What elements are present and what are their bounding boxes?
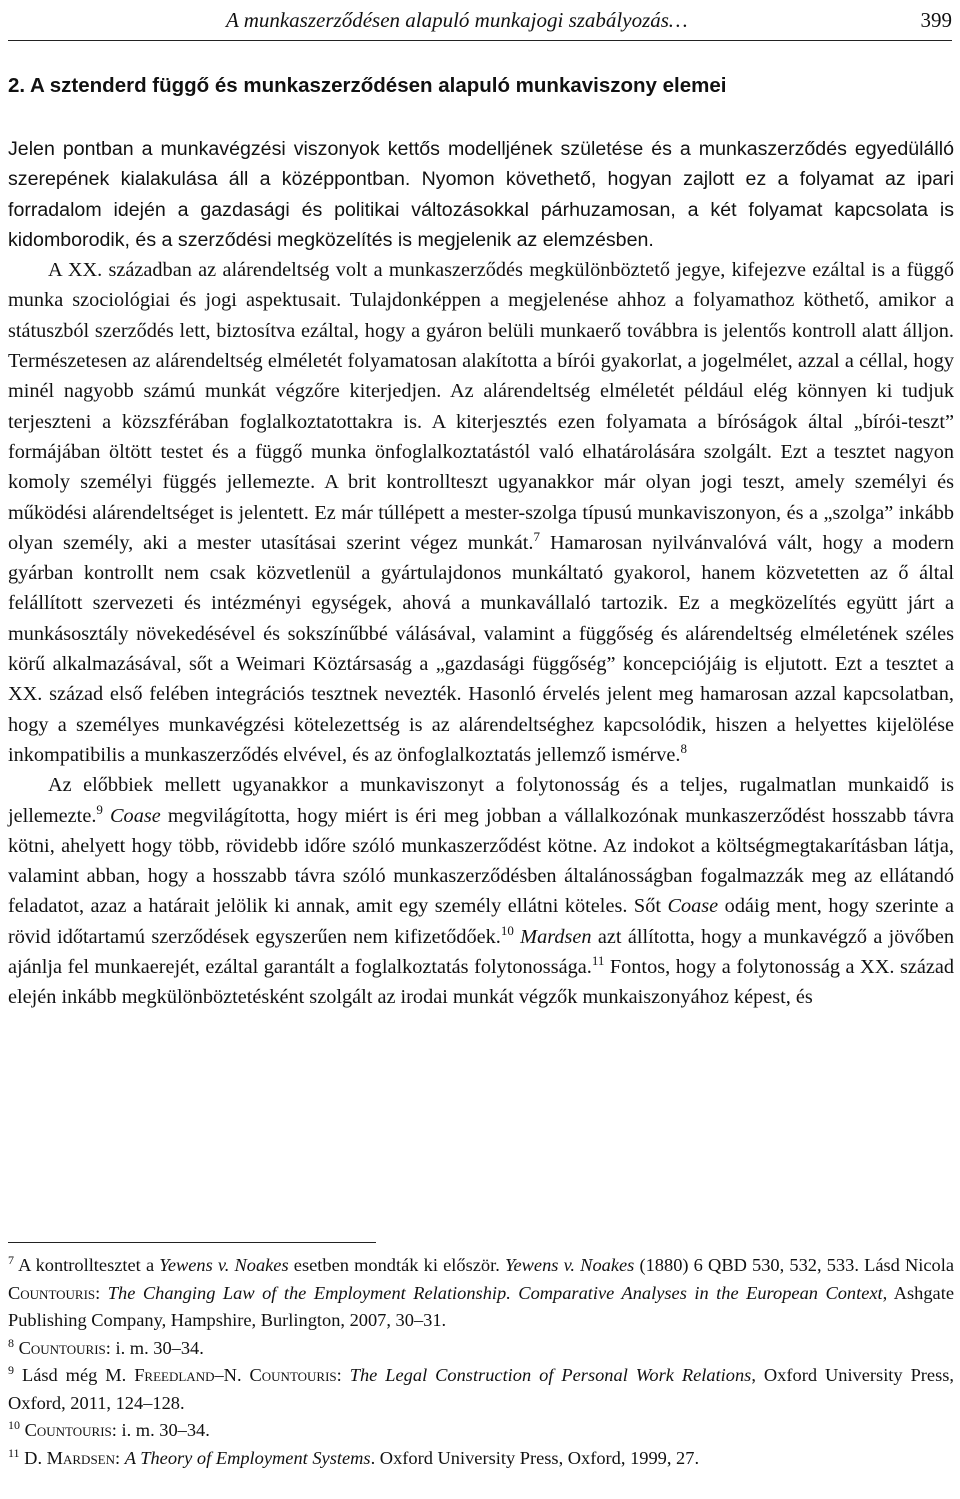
footnote-ref: 11 [591, 953, 605, 969]
footnote-7: $^7$ A kontrolltesztet a Yewens v. Noakes esetben mondták ki először. Yewens v. Noakes (1880) 6 QBD 530, 532, 533. Lásd Nicola Countouris: The Changing Law of the Employment Relationship. Comparative Analyses in the European Context, Ashgate Publishing Company, Hampshire, Burlington, 2007, 30–31. [8, 1252, 955, 1330]
footnote-ref: 7 [533, 529, 540, 545]
footnote-ref: 8 [680, 741, 687, 757]
running-header-title: A munkaszerződésen alapuló munkajogi szabályozás… [226, 7, 688, 32]
footnote-separator [8, 1242, 376, 1243]
footnote-9: $^9$ Lásd még M. Freedland–N. Countouris: The Legal Construction of Personal Work Relations, Oxford University Press, Oxford, 2011, 124–128. [8, 1362, 954, 1413]
paragraph: Jelen pontban a munkavégzési viszonyok kettős modelljének születése és a munkaszerződés egyedülálló szerepének kialakulása áll a középpontban. Nyomon követhető, hogyan zajlott ez a folyamat az ipari forradalom idején a gazdasági és politikai változásokkal párhuzamosan, a két folyamat kapcsolata is kidomborodik, és a szerződési megközelítés is megjelenik az elemzésben. [8, 138, 954, 251]
footnote-10: $^{10}$ Countouris: i. m. 30–34. [8, 1417, 210, 1440]
section-heading: 2. A sztenderd függő és munkaszerződésen alapuló munkaviszony elemei [8, 74, 727, 97]
body-text [8, 134, 954, 1013]
footnote-ref: 10 [500, 922, 514, 938]
running-header [8, 0, 952, 41]
paragraph: Az előbbiek mellett ugyanakkor a munkaviszonyt a folytonosság és a teljes, rugalmatlan munkaidő is jellemezte.$^9$ Coase megvilágította, hogy miért is éri meg jobban a vállalkozónak munkaszerződést hosszabb távra kötni, ahelyett hogy több, rövidebb időre szóló munkaszerződést kötne. Az indokot a költségmegtakarításban látja, valamint abban, hogy a hosszabb távra szóló munkaszerződésben általánosságban fogalmazzák meg az ellátandó feladatot, azaz a határait jelölik ki annak, amit egy személy ellátni köteles. Sőt Coase odáig ment, hogy szerinte a rövid időtartamú szerződések egyszerűen nem kifizetődőek.$^{10}$ Mardsen azt állította, hogy a munkavégző a jövőben ajánlja fel munkaerejét, ezáltal garantált a foglalkoztatás folytonossága.$^{11}$ Fontos, hogy a folytonosság a XX. század elején inkább megkülönböztetésként szolgált az irodai munkát végzők munkaiszonyához képest, és [8, 774, 954, 1009]
footnotes [8, 1252, 954, 1472]
footnote-11: $^{11}$ D. Mardsen: A Theory of Employment Systems. Oxford University Press, Oxford, 1999, 27. [8, 1445, 700, 1468]
footnote-8: $^8$ Countouris: i. m. 30–34. [8, 1335, 204, 1358]
page-number: 399 [920, 7, 952, 32]
paragraph: A XX. században az alárendeltség volt a munkaszerződés megkülönböztető jegye, kifejezve ezáltal is a függő munka szociológiai és jogi aspektusait. Tulajdonképpen a megjelenése ahhoz a folyamathoz köthető, amikor a státuszból szerződés lett, biztosítva ezáltal, hogy a gyáron belüli munkaerő továbbra is jelentős kontroll alatt álljon. Természetesen az alárendeltség elméletét folyamatosan alakította a bírói gyakorlat, a jogelmélet, azzal a céllal, hogy minél nagyobb számú munkát végzőre kiterjedjen. Az alárendeltség elméletét például elég könnyen ki tudjuk terjeszteni a közszférában foglalkoztatottakra is. A kiterjesztés ezen folyamata a bíróságok által „bírói-teszt” formájában öltött testet és a függő munka önfoglalkoztatástól való elhatárolására szolgált. Ezt a tesztet nagyon komoly személyi függés jellemezte. A brit kontrollteszt ugyanakkor már olyan jogi teszt, amely személyi és működési alárendeltséget is jelentett. Ez már túllépett a mester-szolga típusú munkaviszonyon, és a „szolga” inkább olyan személy, aki a mester utasításai szerint végez munkát.$^7$ Hamarosan nyilvánvalóvá vált, hogy a modern gyárban kontrollt nem csak közvetlenül a gyártulajdonos munkáltató gyakorol, hanem közvetetten az ő által felállított szervezeti és intézményi egységek, ahová a munkavállaló tartozik. Ez a megközelítés együtt járt a munkásosztály növekedésével és sokszínűbbé válásával, valamint a függőség és alárendeltség elméletének széles körű alkalmazásával, sőt a Weimari Köztársaság a „gazdasági függőség” koncepciójáig is eljutott. Ezt a tesztet a XX. század első felében integrációs tesztnek nevezték. Hasonló érvelés jelent meg hamarosan azzal kapcsolatban, hogy a személyes munkavégzési kötelezettség is az alárendeltséghez kapcsolódik, hiszen a helyettes kijelölése inkompatibilis a munkaszerződés elvével, és az önfoglalkoztatás jellemző ismérve.$^8$ [8, 259, 955, 766]
footnote-ref: 9 [96, 801, 103, 817]
